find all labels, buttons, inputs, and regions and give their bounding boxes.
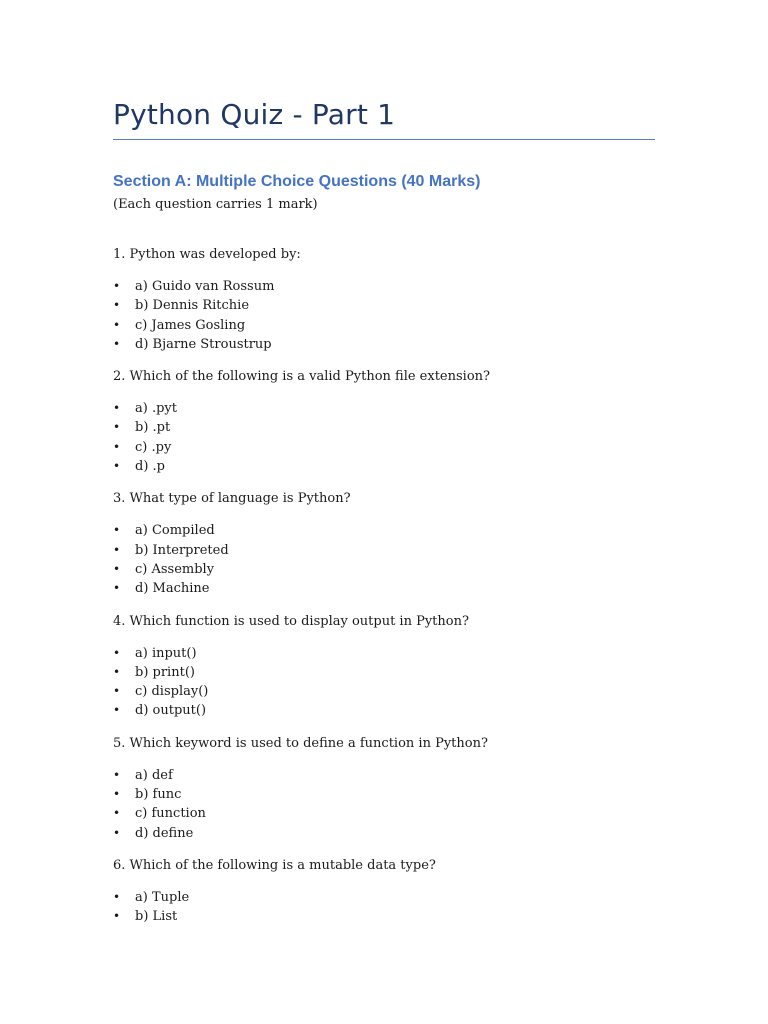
question-text: 1. Python was developed by: [113,247,301,262]
bullet-icon: • [113,298,121,313]
option-label: a) def [135,767,173,783]
option-list [113,766,655,843]
bullet-icon: • [113,581,121,596]
bullet-icon: • [113,806,121,821]
option-label: a) input() [135,645,197,661]
option-item [113,682,655,701]
bullet-icon: • [113,703,121,718]
section-note: (Each question carries 1 mark) [113,197,318,212]
option-item [113,438,655,457]
bullet-icon: • [113,542,121,557]
bullet-icon: • [113,561,121,576]
option-label: a) Tuple [135,889,190,905]
option-item [113,785,655,804]
title-divider [113,139,655,140]
option-item [113,766,655,785]
bullet-icon: • [113,401,121,416]
question-4 [113,613,655,721]
bullet-icon: • [113,787,121,802]
option-item [113,541,655,560]
option-item [113,316,655,335]
option-label: b) func [135,787,182,803]
option-label: a) Compiled [135,523,215,539]
option-item [113,457,655,476]
question-1 [113,246,655,354]
option-label: d) Bjarne Stroustrup [135,336,272,352]
option-list [113,399,655,476]
option-label: d) output() [135,703,207,719]
option-label: c) James Gosling [135,317,246,333]
bullet-icon: • [113,317,121,332]
question-text: 2. Which of the following is a valid Python file extension? [113,369,490,385]
question-text: 4. Which function is used to display output in Python? [113,613,469,629]
question-text: 5. Which keyword is used to define a function in Python? [113,735,488,751]
option-list [113,521,655,598]
option-item [113,663,655,682]
option-list [113,644,655,721]
option-label: a) Guido van Rossum [135,279,275,294]
bullet-icon: • [113,523,121,538]
section-heading: Section A: Multiple Choice Questions (40 Marks) [113,173,481,190]
document-page [113,96,655,941]
option-item [113,521,655,540]
bullet-icon: • [113,279,121,293]
option-label: b) .pt [135,420,171,436]
option-item [113,296,655,315]
bullet-icon: • [113,459,121,474]
option-item [113,277,655,296]
option-label: a) .pyt [135,401,177,417]
option-item [113,804,655,823]
option-item [113,888,655,907]
option-label: b) Interpreted [135,542,229,558]
bullet-icon: • [113,420,121,435]
option-label: c) Assembly [135,561,215,577]
bullet-icon: • [113,684,121,699]
bullet-icon: • [113,909,121,924]
option-item [113,560,655,579]
option-item [113,399,655,418]
question-text: 3. What type of language is Python? [113,491,351,507]
question-text: 6. Which of the following is a mutable data type? [113,857,436,873]
bullet-icon: • [113,889,121,904]
bullet-icon: • [113,645,121,660]
option-item [113,907,655,926]
option-label: d) .p [135,459,165,475]
option-list [113,888,655,927]
option-label: c) .py [135,439,172,455]
bullet-icon: • [113,336,121,351]
question-3 [113,490,655,598]
option-item [113,824,655,843]
option-item [113,701,655,720]
option-list [113,277,655,354]
option-label: c) function [135,806,206,822]
option-label: d) define [135,825,194,841]
option-item [113,579,655,598]
option-label: b) print() [135,664,195,680]
bullet-icon: • [113,825,121,840]
option-item [113,335,655,354]
document-title: Python Quiz - Part 1 [113,98,396,131]
bullet-icon: • [113,439,121,454]
option-label: d) Machine [135,581,210,597]
option-label: b) List [135,909,178,925]
question-5 [113,735,655,843]
question-6 [113,857,655,927]
question-list [113,246,655,927]
question-2 [113,368,655,476]
option-item [113,418,655,437]
option-label: c) display() [135,684,209,700]
option-label: b) Dennis Ritchie [135,298,250,314]
bullet-icon: • [113,664,121,679]
option-item [113,644,655,663]
bullet-icon: • [113,767,121,782]
